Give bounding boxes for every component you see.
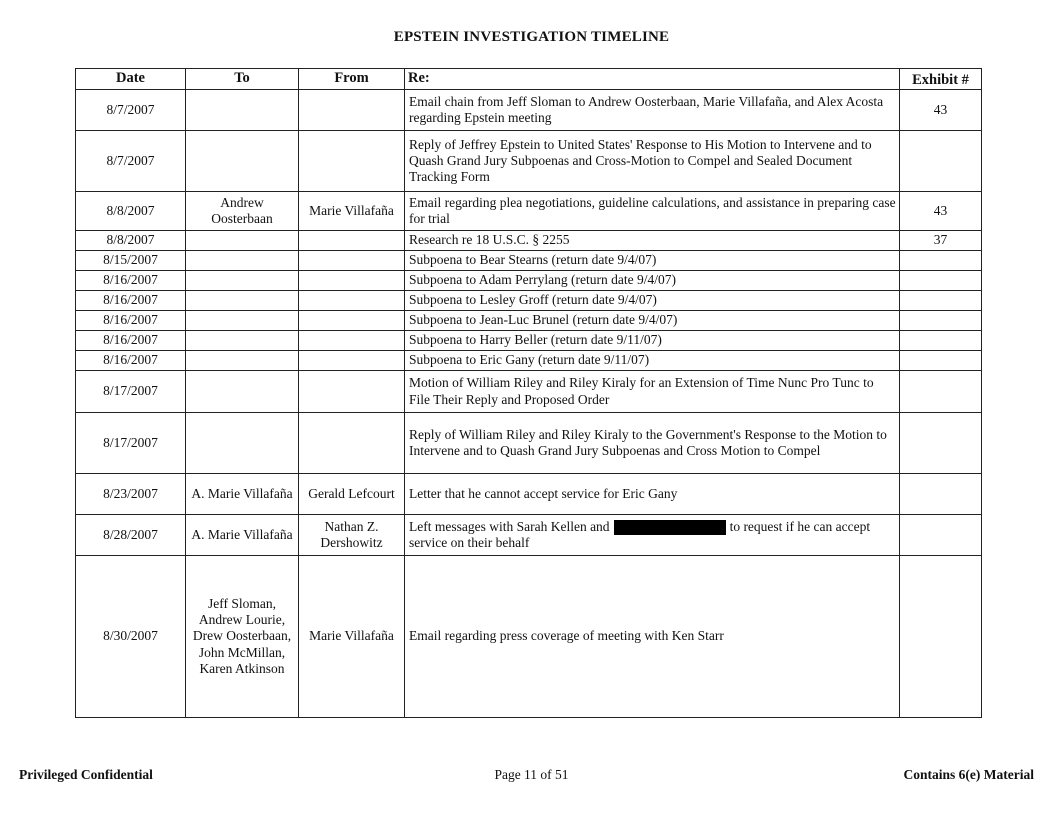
table-header-row	[76, 69, 982, 90]
cell-date: 8/17/2007	[76, 371, 186, 413]
cell-from	[299, 311, 405, 331]
cell-exhibit	[900, 311, 982, 331]
cell-re: Letter that he cannot accept service for Eric Gany	[405, 474, 900, 515]
cell-from	[299, 331, 405, 351]
cell-re: Email regarding press coverage of meeting with Ken Starr	[405, 556, 900, 718]
table-row	[76, 231, 982, 251]
cell-from	[299, 90, 405, 131]
cell-from	[299, 231, 405, 251]
cell-to	[186, 231, 299, 251]
cell-re: Reply of Jeffrey Epstein to United States' Response to His Motion to Intervene and to Quash Grand Jury Subpoenas and Cross-Motion to Compel and Sealed Document Tracking Form	[405, 131, 900, 192]
cell-exhibit	[900, 351, 982, 371]
cell-to: A. Marie Villafaña	[186, 474, 299, 515]
cell-exhibit	[900, 291, 982, 311]
table-row	[76, 331, 982, 351]
cell-date: 8/28/2007	[76, 515, 186, 556]
table-row	[76, 556, 982, 718]
cell-exhibit	[900, 474, 982, 515]
cell-exhibit: 37	[900, 231, 982, 251]
cell-date: 8/15/2007	[76, 251, 186, 271]
cell-date: 8/8/2007	[76, 192, 186, 231]
timeline-table	[75, 68, 982, 718]
table-row	[76, 371, 982, 413]
table-row	[76, 192, 982, 231]
cell-re: Subpoena to Jean-Luc Brunel (return date 9/4/07)	[405, 311, 900, 331]
cell-from: Nathan Z. Dershowitz	[299, 515, 405, 556]
cell-from	[299, 371, 405, 413]
cell-from	[299, 271, 405, 291]
cell-re: Research re 18 U.S.C. § 2255	[405, 231, 900, 251]
cell-from	[299, 351, 405, 371]
cell-exhibit	[900, 515, 982, 556]
cell-exhibit	[900, 371, 982, 413]
cell-to	[186, 291, 299, 311]
cell-to: Andrew Oosterbaan	[186, 192, 299, 231]
cell-date: 8/16/2007	[76, 271, 186, 291]
cell-to	[186, 271, 299, 291]
cell-exhibit: 43	[900, 90, 982, 131]
cell-date: 8/16/2007	[76, 291, 186, 311]
cell-re: Email regarding plea negotiations, guideline calculations, and assistance in preparing case for trial	[405, 192, 900, 231]
re-text-after: to request if he can accept service on their behalf	[409, 518, 871, 551]
cell-to	[186, 331, 299, 351]
cell-from	[299, 131, 405, 192]
redaction-block	[614, 520, 726, 535]
table-row	[76, 251, 982, 271]
cell-to	[186, 131, 299, 192]
cell-exhibit	[900, 271, 982, 291]
page-number: Page 11 of 51	[494, 767, 569, 782]
cell-date: 8/23/2007	[76, 474, 186, 515]
table-row	[76, 413, 982, 474]
cell-date: 8/16/2007	[76, 331, 186, 351]
cell-to	[186, 351, 299, 371]
cell-date: 8/16/2007	[76, 311, 186, 331]
cell-exhibit	[900, 251, 982, 271]
table-row	[76, 271, 982, 291]
cell-re: Subpoena to Bear Stearns (return date 9/4/07)	[405, 251, 900, 271]
footer-material-label: Contains 6(e) Material	[903, 767, 1034, 782]
re-text-before: Left messages with Sarah Kellen and	[409, 518, 610, 534]
cell-date: 8/17/2007	[76, 413, 186, 474]
header-date: Date	[76, 69, 186, 90]
cell-from: Marie Villafaña	[299, 192, 405, 231]
cell-re	[405, 515, 900, 556]
table-row	[76, 351, 982, 371]
cell-from: Gerald Lefcourt	[299, 474, 405, 515]
cell-re: Subpoena to Eric Gany (return date 9/11/07)	[405, 351, 900, 371]
cell-from	[299, 251, 405, 271]
header-exhibit: Exhibit #	[900, 69, 982, 90]
table-row	[76, 90, 982, 131]
header-from: From	[299, 69, 405, 90]
header-to: To	[186, 69, 299, 90]
cell-from	[299, 413, 405, 474]
header-re: Re:	[405, 69, 900, 90]
cell-from	[299, 291, 405, 311]
cell-re: Motion of William Riley and Riley Kiraly for an Extension of Time Nunc Pro Tunc to File Their Reply and Proposed Order	[405, 371, 900, 413]
cell-to	[186, 371, 299, 413]
cell-date: 8/7/2007	[76, 131, 186, 192]
cell-re: Subpoena to Harry Beller (return date 9/11/07)	[405, 331, 900, 351]
cell-exhibit	[900, 131, 982, 192]
cell-exhibit	[900, 556, 982, 718]
cell-to	[186, 251, 299, 271]
cell-re: Email chain from Jeff Sloman to Andrew Oosterbaan, Marie Villafaña, and Alex Acosta regarding Epstein meeting	[405, 90, 900, 131]
cell-exhibit	[900, 413, 982, 474]
table-row	[76, 474, 982, 515]
cell-to	[186, 311, 299, 331]
cell-date: 8/8/2007	[76, 231, 186, 251]
cell-re: Subpoena to Lesley Groff (return date 9/4/07)	[405, 291, 900, 311]
cell-date: 8/16/2007	[76, 351, 186, 371]
cell-from: Marie Villafaña	[299, 556, 405, 718]
cell-exhibit	[900, 331, 982, 351]
table-row	[76, 291, 982, 311]
cell-date: 8/30/2007	[76, 556, 186, 718]
table-row	[76, 515, 982, 556]
cell-to	[186, 413, 299, 474]
cell-to: Jeff Sloman, Andrew Lourie, Drew Oosterbaan, John McMillan, Karen Atkinson	[186, 556, 299, 718]
cell-exhibit: 43	[900, 192, 982, 231]
page-title: EPSTEIN INVESTIGATION TIMELINE	[393, 29, 670, 45]
table-row	[76, 131, 982, 192]
cell-re: Reply of William Riley and Riley Kiraly to the Government's Response to the Motion to Intervene and to Quash Grand Jury Subpoenas and Cross Motion to Compel	[405, 413, 900, 474]
footer-privileged-label: Privileged Confidential	[19, 767, 153, 782]
cell-to	[186, 90, 299, 131]
table-row	[76, 311, 982, 331]
cell-date: 8/7/2007	[76, 90, 186, 131]
cell-to: A. Marie Villafaña	[186, 515, 299, 556]
cell-re: Subpoena to Adam Perrylang (return date 9/4/07)	[405, 271, 900, 291]
